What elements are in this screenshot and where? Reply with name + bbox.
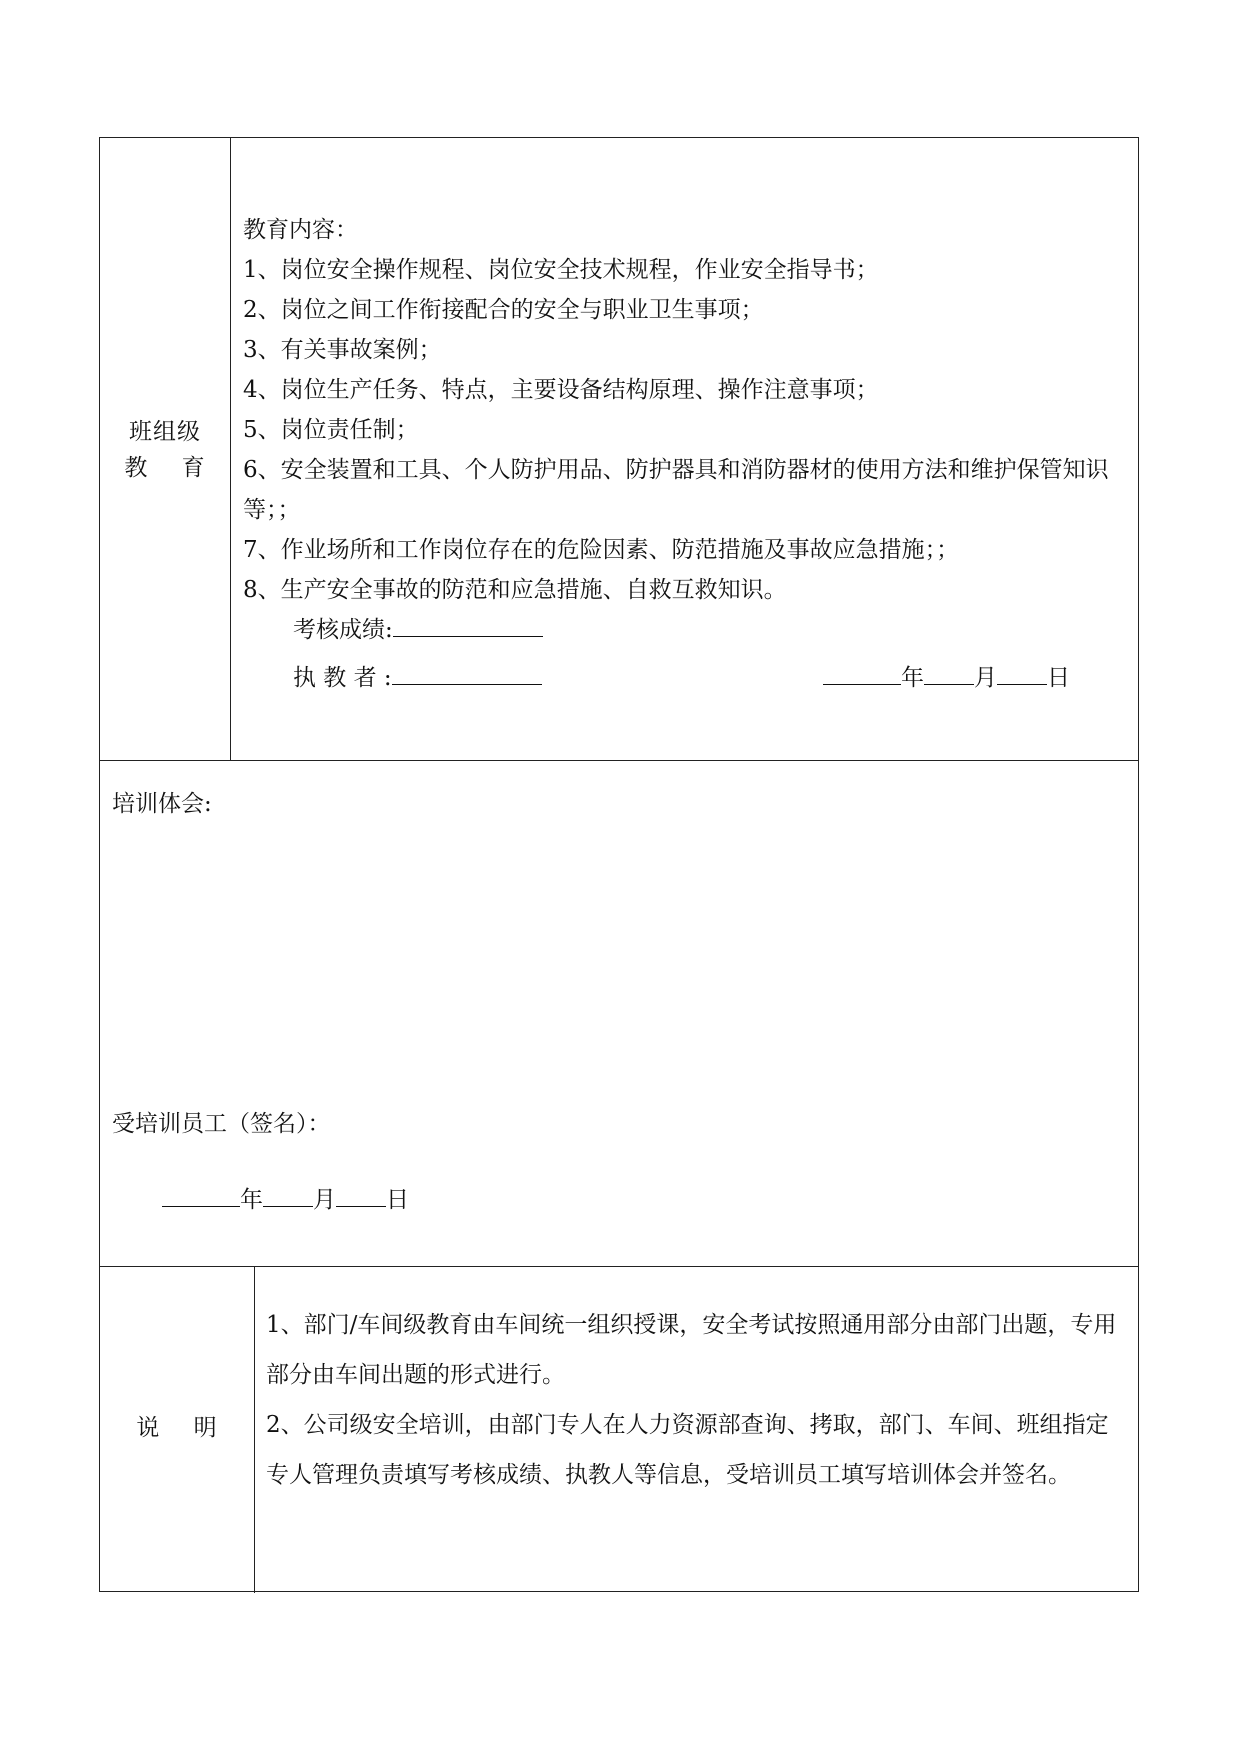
- education-item-2: 2、岗位之间工作衔接配合的安全与职业卫生事项；: [243, 297, 764, 323]
- education-item-6: 6、安全装置和工具、个人防护用品、防护器具和消防器材的使用方法和维护保管知识等；；: [243, 457, 1109, 523]
- feedback-date-month-label: 月: [313, 1187, 336, 1213]
- team-date-row: [823, 658, 1070, 698]
- row-divider-1: [100, 760, 1138, 761]
- instructor-label: 执 教 者 :: [293, 665, 392, 691]
- team-section-label: [100, 414, 230, 486]
- team-date-day-blank[interactable]: [997, 658, 1047, 685]
- training-feedback-heading: 培训体会:: [112, 791, 212, 817]
- instructor-input-line[interactable]: [392, 658, 542, 685]
- score-row: [293, 610, 543, 650]
- note-paragraph-1: 1、部门/车间级教育由车间统一组织授课，安全考试按照通用部分由部门出题，专用部分由车间出题的形式进行。: [266, 1312, 1117, 1388]
- education-content-heading: 教育内容：: [243, 217, 358, 243]
- feedback-date-year-label: 年: [240, 1187, 263, 1213]
- team-date-month-label: 月: [974, 665, 997, 691]
- score-label: 考核成绩:: [293, 617, 393, 643]
- education-item-7: 7、作业场所和工作岗位存在的危险因素、防范措施及事故应急措施；；: [243, 537, 960, 563]
- note-paragraph-2: 2、公司级安全培训，由部门专人在人力资源部查询、拷取，部门、车间、班组指定专人管理负责填写考核成绩、执教人等信息，受培训员工填写培训体会并签名。: [266, 1412, 1109, 1488]
- feedback-date-year-blank[interactable]: [162, 1180, 240, 1207]
- team-date-year-label: 年: [901, 665, 924, 691]
- team-label-line2: 教 育: [124, 455, 206, 481]
- education-item-1: 1、岗位安全操作规程、岗位安全技术规程，作业安全指导书；: [243, 257, 879, 283]
- team-label-line1: 班组级: [129, 419, 201, 445]
- team-date-day-label: 日: [1047, 665, 1070, 691]
- feedback-date-day-label: 日: [386, 1187, 409, 1213]
- instructor-row: [293, 658, 542, 698]
- notes-section-column-divider: [254, 1266, 255, 1593]
- team-date-year-blank[interactable]: [823, 658, 901, 685]
- row-divider-2: [100, 1266, 1138, 1267]
- education-item-5: 5、岗位责任制；: [243, 417, 419, 443]
- employee-signature-label: 受培训员工（签名）：: [112, 1111, 331, 1137]
- team-date-month-blank[interactable]: [924, 658, 974, 685]
- notes-section-label: 说 明: [136, 1415, 218, 1441]
- feedback-date-month-blank[interactable]: [263, 1180, 313, 1207]
- feedback-date-day-blank[interactable]: [336, 1180, 386, 1207]
- training-record-form: [99, 137, 1139, 1592]
- education-item-4: 4、岗位生产任务、特点，主要设备结构原理、操作注意事项；: [243, 377, 879, 403]
- education-item-3: 3、有关事故案例；: [243, 337, 442, 363]
- education-item-8: 8、生产安全事故的防范和应急措施、自救互救知识。: [243, 577, 787, 603]
- team-section-column-divider: [230, 138, 231, 760]
- notes-content: [266, 1300, 1128, 1500]
- feedback-date-row: [162, 1180, 409, 1220]
- score-input-line[interactable]: [393, 610, 543, 637]
